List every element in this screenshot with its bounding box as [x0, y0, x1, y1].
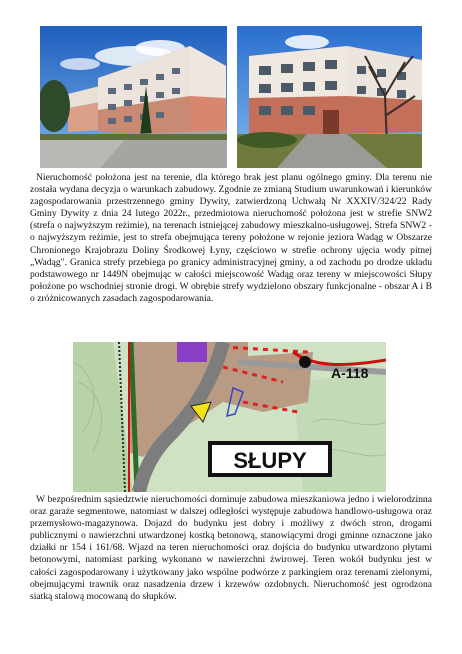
- building-photo-right: [237, 26, 422, 168]
- road-label-a118: A-118: [331, 365, 369, 381]
- location-map: [73, 342, 386, 492]
- building-photo-left: [40, 26, 227, 168]
- property-description-paragraph: Nieruchomość położona jest na terenie, dla którego brak jest planu ogólnego gminy. Dla terenu nie została wydana decyzja o warunkach zabudowy. Zgodnie ze zmianą Studium uwarunkowań i kierunków zagospodarowania przestrzennego gminy Dywity, zatwierdzoną Uchwałą Nr XXXIV/324/22 Rady Gminy Dywity z dnia 24 lutego 2022r., przedmiotowa nieruchomość położona jest w strefie SNW2 (strefa o najwyższym reżimie), na terenach istniejącej zabudowy mieszkalno-usługowej. Strefa SNW2 - o najwyższym reżimie, jest to strefa obejmująca tereny położone w rejonie jeziora Wadąg w Obszarze Chronionego Krajobrazu Doliny Środkowej Łyny, częściowo w strefie ochrony ujęcia wody pitnej „Wadąg". Granica strefy przebiega po granicy administracyjnej gminy, a od zachodu po drodze układu podstawowego nr 1449N obejmując w całości miejscowość Wadąg oraz tereny w miejscowości Słupy położone po wschodniej stronie drogi. W obrębie strefy wydzielono obszary funkcjonalne - obszar A i B o zróżnicowanych zasadach zagospodarowania.: [30, 172, 432, 304]
- neighbourhood-description-paragraph: W bezpośrednim sąsiedztwie nieruchomości dominuje zabudowa mieszkaniowa jedno i wielorodzinna oraz garaże segmentowe, natomiast w dalszej odległości występuje zabudowa handlowo-usługowa oraz przemysłowo-magazynowa. Dojazd do budynku jest dobry i możliwy z dwóch stron, drogami publicznymi o nawierzchni utwardzonej kostką betonową, stanowiącymi drogi gminne oznaczone jako działki nr 154 i 161/68. Wjazd na teren nieruchomości oraz dojścia do budynku utwardzono płytami betonowymi, natomiast parking wykonano w nawierzchni żwirowej. Teren wokół budynku jest w całości zagospodarowany i użytkowany jako wspólne podwórze z parkingiem oraz terenami zielonymi, obejmującymi trawnik oraz nasadzenia drzew i krzewów ozdobnych. Nieruchomość jest ogrodzona siatką stalową mocowaną do słupków.: [30, 494, 432, 602]
- place-label-slupy: SŁUPY: [233, 448, 307, 473]
